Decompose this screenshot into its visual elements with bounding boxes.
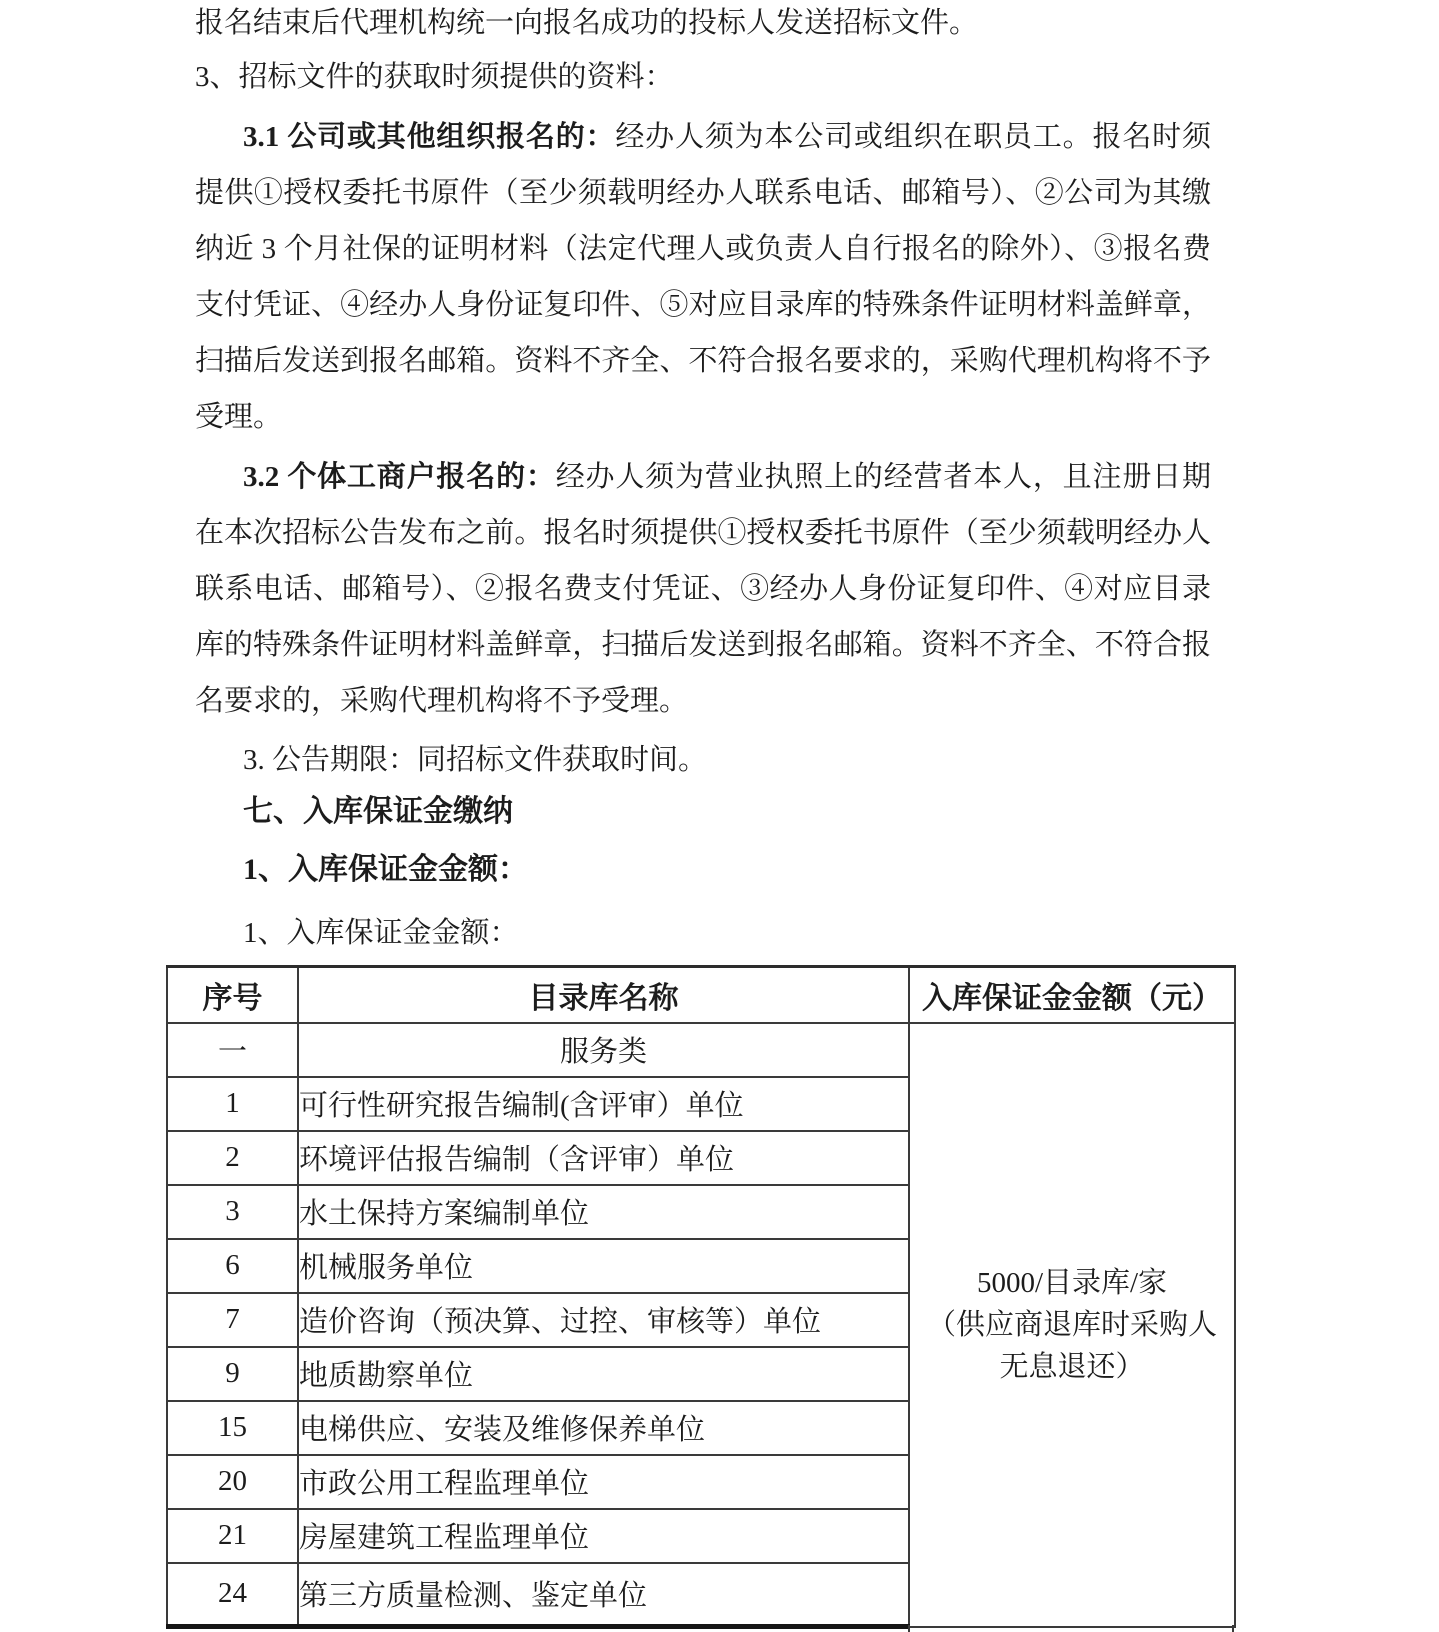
table-header-row bbox=[167, 967, 1235, 1023]
header-deposit-amount: 入库保证金金额（元） bbox=[909, 967, 1235, 1023]
cell-catalog-name: 第三方质量检测、鉴定单位 bbox=[298, 1563, 909, 1627]
table-row bbox=[167, 1023, 1235, 1077]
cell-catalog-name: 房屋建筑工程监理单位 bbox=[298, 1509, 909, 1563]
deposit-amount-line1: 5000/目录库/家 bbox=[976, 1266, 1168, 1299]
cell-serial: 24 bbox=[167, 1563, 298, 1627]
heading-deposit-amount-2: 1、入库保证金金额： bbox=[243, 917, 519, 949]
cell-serial: 2 bbox=[167, 1131, 298, 1185]
cell-serial: 9 bbox=[167, 1347, 298, 1401]
cell-serial: 6 bbox=[167, 1239, 298, 1293]
cell-serial: 15 bbox=[167, 1401, 298, 1455]
paragraph-lead-company: 3.1 公司或其他组织报名的： bbox=[243, 121, 616, 153]
cell-catalog-name: 电梯供应、安装及维修保养单位 bbox=[298, 1401, 909, 1455]
cell-catalog-name: 地质勘察单位 bbox=[298, 1347, 909, 1401]
heading-materials-required: 3、招标文件的获取时须提供的资料： bbox=[195, 61, 674, 93]
cell-catalog-name: 机械服务单位 bbox=[298, 1239, 909, 1293]
cell-serial: 7 bbox=[167, 1293, 298, 1347]
paragraph-lead-individual: 3.2 个体工商户报名的： bbox=[243, 461, 556, 493]
deposit-amount-line2: （供应商退库时采购人 bbox=[926, 1308, 1217, 1341]
table-border-extension-left bbox=[908, 1625, 910, 1632]
paragraph-body-individual: 经办人须为营业执照上的经营者本人，且注册日期在本次招标公告发布之前。报名时须提供①授权委托书原件（至少须载明经办人联系电话、邮箱号）、②报名费支付凭证、③经办人身份证复印件、④对应目录库的特殊条件证明材料盖鲜章，扫描后发送到报名邮箱。资料不齐全、不符合报名要求的，采购代理机构将不予受理。 bbox=[195, 461, 1211, 717]
cell-serial: 21 bbox=[167, 1509, 298, 1563]
cell-catalog-name: 造价咨询（预决算、过控、审核等）单位 bbox=[298, 1293, 909, 1347]
header-serial-number: 序号 bbox=[167, 967, 298, 1023]
paragraph-body-company: 经办人须为本公司或组织在职员工。报名时须提供①授权委托书原件（至少须载明经办人联系电话、邮箱号）、②公司为其缴纳近 3 个月社保的证明材料（法定代理人或负责人自行报名的除外）、③报名费支付凭证、④经办人身份证复印件、⑤对应目录库的特殊条件证明材料盖鲜章，扫描后发送到报名邮箱。资料不齐全、不符合报名要求的，采购代理机构将不予受理。 bbox=[195, 121, 1211, 433]
deposit-table bbox=[166, 965, 1234, 1632]
heading-deposit-amount-1: 1、入库保证金金额： bbox=[243, 853, 528, 886]
paragraph-send-tender-docs: 报名结束后代理机构统一向报名成功的投标人发送招标文件。 bbox=[195, 7, 979, 39]
heading-deposit-section: 七、入库保证金缴纳 bbox=[243, 795, 513, 828]
cell-deposit-amount bbox=[909, 1023, 1235, 1627]
header-catalog-name: 目录库名称 bbox=[298, 967, 909, 1023]
cell-catalog-name: 市政公用工程监理单位 bbox=[298, 1455, 909, 1509]
cell-serial: 20 bbox=[167, 1455, 298, 1509]
paragraph-individual-registration bbox=[195, 449, 1211, 729]
table-border-extension-right bbox=[1232, 1625, 1234, 1632]
cell-serial: 一 bbox=[167, 1023, 298, 1077]
paragraph-company-registration bbox=[195, 109, 1211, 445]
cell-serial: 3 bbox=[167, 1185, 298, 1239]
deposit-table-grid bbox=[166, 965, 1236, 1629]
cell-serial: 1 bbox=[167, 1077, 298, 1131]
cell-catalog-name: 水土保持方案编制单位 bbox=[298, 1185, 909, 1239]
cell-category: 服务类 bbox=[298, 1023, 909, 1077]
paragraph-announcement-period: 3. 公告期限：同招标文件获取时间。 bbox=[243, 744, 708, 776]
cell-catalog-name: 可行性研究报告编制(含评审）单位 bbox=[298, 1077, 909, 1131]
deposit-amount-line3: 无息退还） bbox=[999, 1350, 1145, 1383]
cell-catalog-name: 环境评估报告编制（含评审）单位 bbox=[298, 1131, 909, 1185]
